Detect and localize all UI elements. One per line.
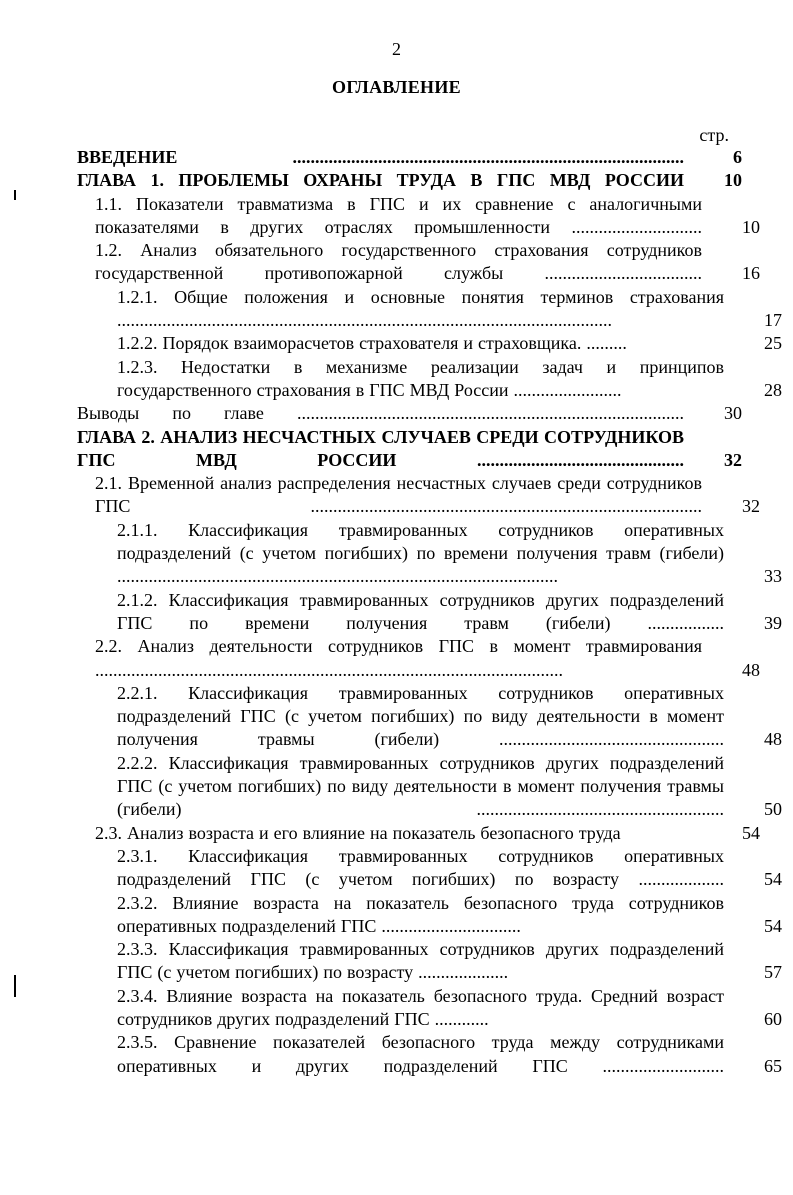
toc-entry-1-2-2[interactable] [77, 332, 782, 355]
toc-entry-chapter-2[interactable] [77, 426, 742, 473]
toc-entry-introduction[interactable] [77, 146, 742, 169]
toc-entry-text: 1.2. Анализ обязательного государственного страхования сотрудников государственной противопожарной службы ................................... [95, 240, 702, 284]
toc-entry-text: 2.2.2. Классификация травмированных сотрудников других подразделений ГПС (с учетом погибших) по виду деятельности в момент получения травмы (гибели) ....................................................... [117, 752, 724, 820]
page-column-label: стр. [699, 125, 729, 145]
toc-entry-page: 10 [724, 170, 742, 191]
toc-entry-page: 50 [764, 799, 782, 820]
toc-entry-1-2[interactable] [77, 239, 760, 286]
toc-entry-page: 32 [742, 496, 760, 517]
toc-entry-page: 54 [764, 915, 782, 936]
toc-entry-text: 1.2.2. Порядок взаиморасчетов страхователя и страховщика. ......... [117, 333, 627, 354]
toc-entry-text: ГЛАВА 1. ПРОБЛЕМЫ ОХРАНЫ ТРУДА В ГПС МВД РОССИИ [77, 170, 684, 191]
toc-entry-text: 2.3.3. Классификация травмированных сотрудников других подразделений ГПС (с учетом погибших) по возрасту .................... [117, 939, 724, 983]
toc-entry-2-3-1[interactable] [77, 845, 782, 892]
toc-entry-page: 39 [764, 612, 782, 633]
toc-entry-page: 57 [764, 962, 782, 983]
toc-entry-page: 48 [742, 659, 760, 680]
toc-entry-1-2-3[interactable] [77, 356, 782, 403]
toc-entry-text: 2.1. Временной анализ распределения несчастных случаев среди сотрудников ГПС ....................................................................................... [95, 473, 702, 517]
toc-entry-page: 6 [733, 147, 742, 167]
toc-entry-text: 2.3. Анализ возраста и его влияние на показатель безопасного труда [95, 822, 621, 843]
toc-entry-2-1-1[interactable] [77, 519, 782, 589]
toc-entry-2-2-2[interactable] [77, 752, 782, 822]
toc-entry-text: 2.3.5. Сравнение показателей безопасного труда между сотрудниками оперативных и других подразделений ГПС ........................... [117, 1032, 724, 1076]
toc-entry-text: 2.2. Анализ деятельности сотрудников ГПС в момент травмирования ........................................................................................................ [95, 636, 702, 680]
toc-entry-2-2-1[interactable] [77, 682, 782, 752]
toc-entry-1-2-1[interactable] [77, 286, 782, 333]
toc-entry-page: 54 [742, 822, 760, 843]
toc-entry-text: ВВЕДЕНИЕ ....................................................................................... [77, 147, 684, 167]
toc-entry-page: 17 [764, 310, 782, 331]
toc-entry-2-3[interactable] [77, 822, 760, 845]
toc-entry-text: 2.3.1. Классификация травмированных сотрудников оперативных подразделений ГПС (с учетом погибших) по возрасту ................... [117, 845, 724, 890]
toc-entry-text: 2.1.1. Классификация травмированных сотрудников оперативных подразделений (с учетом погибших) по времени получения травм (гибели) .................................................................................................. [117, 519, 724, 587]
toc-entry-page: 65 [764, 1055, 782, 1076]
toc-entry-page: 25 [764, 333, 782, 354]
table-of-contents [77, 146, 782, 1078]
toc-entry-2-1-2[interactable] [77, 589, 782, 636]
toc-entry-page: 60 [764, 1008, 782, 1029]
toc-entry-page: 32 [724, 449, 742, 470]
toc-entry-page: 33 [764, 566, 782, 587]
toc-entry-2-3-2[interactable] [77, 892, 782, 939]
toc-entry-page: 54 [764, 869, 782, 890]
page-number: 2 [392, 39, 401, 59]
toc-entry-text: ГЛАВА 2. АНАЛИЗ НЕСЧАСТНЫХ СЛУЧАЕВ СРЕДИ СОТРУДНИКОВ ГПС МВД РОССИИ .............................................. [77, 426, 684, 470]
toc-entry-page: 30 [724, 403, 742, 424]
toc-entry-page: 16 [742, 263, 760, 284]
margin-mark [14, 190, 16, 200]
toc-entry-2-1[interactable] [77, 472, 760, 519]
toc-entry-text: 2.2.1. Классификация травмированных сотрудников оперативных подразделений ГПС (с учетом погибших) по виду деятельности в момент получения травмы (гибели) .................................................. [117, 682, 724, 750]
toc-entry-chapter-1[interactable] [77, 169, 742, 192]
toc-entry-text: 1.1. Показатели травматизма в ГПС и их сравнение с аналогичными показателями в других отраслях промышленности ............................. [95, 193, 702, 237]
toc-entry-2-2[interactable] [77, 635, 760, 682]
toc-entry-page: 48 [764, 729, 782, 750]
toc-entry-text: 1.2.1. Общие положения и основные понятия терминов страхования .............................................................................................................. [117, 286, 724, 331]
toc-entry-2-3-4[interactable] [77, 985, 782, 1032]
toc-entry-text: 2.3.2. Влияние возраста на показатель безопасного труда сотрудников оперативных подразделений ГПС ............................... [117, 892, 724, 936]
toc-entry-text: 2.1.2. Классификация травмированных сотрудников других подразделений ГПС по времени получения травм (гибели) ................. [117, 589, 724, 633]
toc-entry-text: 2.3.4. Влияние возраста на показатель безопасного труда. Средний возраст сотрудников других подразделений ГПС ............ [117, 985, 724, 1029]
toc-entry-text: 1.2.3. Недостатки в механизме реализации задач и принципов государственного страхования в ГПС МВД России ........................ [117, 356, 724, 400]
toc-entry-2-3-5[interactable] [77, 1031, 782, 1078]
toc-entry-conclusions[interactable] [77, 402, 742, 425]
toc-entry-text: Выводы по главе ...................................................................................... [77, 403, 684, 424]
toc-entry-page: 10 [742, 216, 760, 237]
toc-entry-page: 28 [764, 379, 782, 400]
toc-title: ОГЛАВЛЕНИЕ [332, 77, 461, 97]
margin-mark [14, 975, 16, 997]
toc-entry-2-3-3[interactable] [77, 938, 782, 985]
toc-entry-1-1[interactable] [77, 193, 760, 240]
